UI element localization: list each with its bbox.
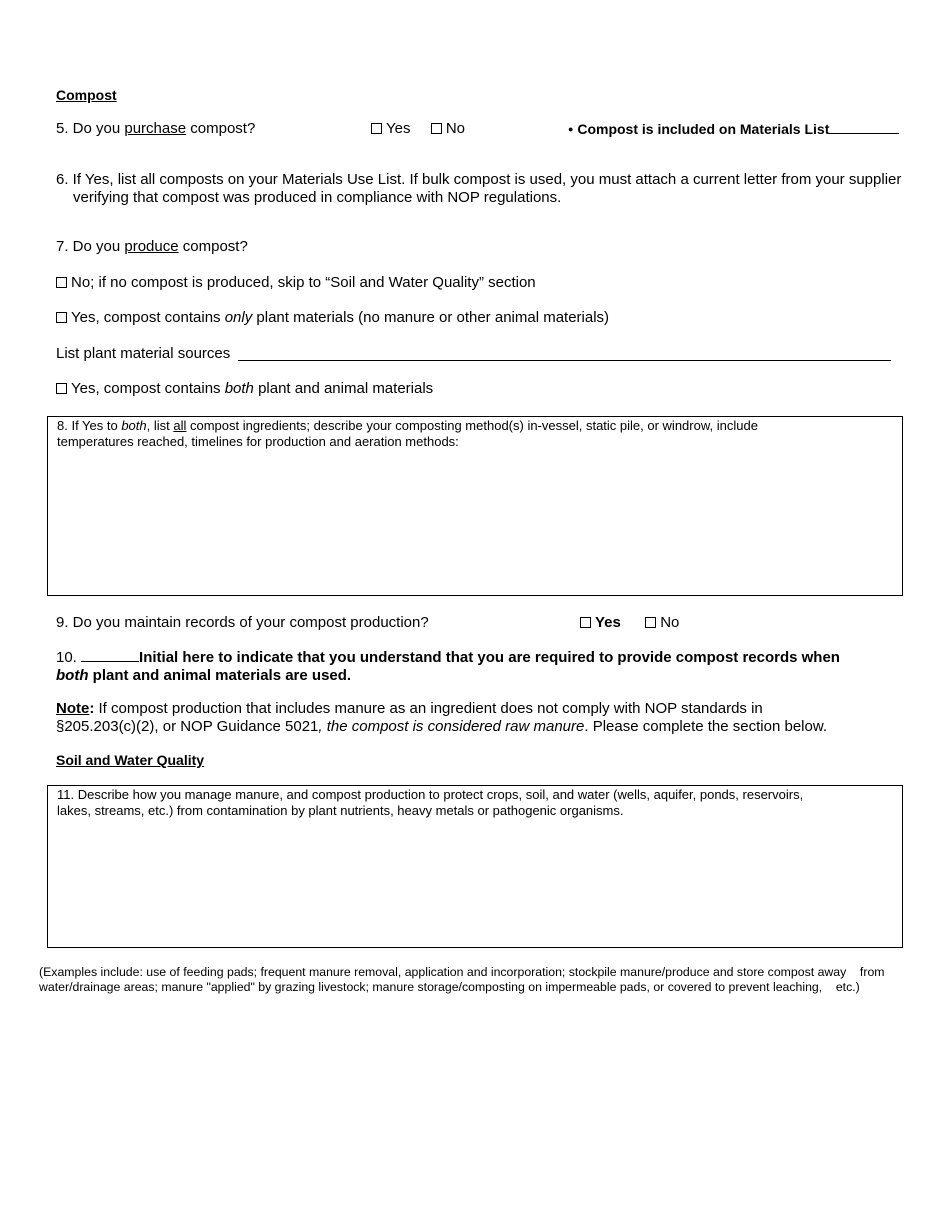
note-line1	[56, 700, 763, 718]
q5-materials-note	[568, 121, 899, 138]
note-label: Note	[56, 700, 90, 717]
q5-suffix: compost?	[186, 120, 256, 137]
q7-plant-only-checkbox[interactable]	[56, 312, 67, 323]
q7-list-sources-label: List plant material sources	[56, 345, 231, 362]
q6-line2: verifying that compost was produced in compliance with NOP regulations.	[73, 189, 562, 206]
q11-answer-box[interactable]	[47, 785, 903, 948]
q11-line1: 11. Describe how you manage manure, and compost production to protect crops, soil, and water (wells, aquifer, ponds, reservoirs,	[57, 787, 804, 802]
bullet-icon: ●	[568, 124, 574, 134]
q8-text-d: all	[173, 418, 187, 433]
q5-purchase-word: purchase	[124, 120, 187, 137]
q9-no-label: No	[660, 614, 680, 631]
q7-option-no	[56, 274, 536, 292]
q5-no-label: No	[445, 120, 466, 137]
q5-question	[56, 120, 255, 138]
q7-both-label-b: both	[224, 380, 254, 397]
q7-plant-only-label-a: Yes, compost contains	[71, 309, 225, 326]
q7-both-checkbox[interactable]	[56, 383, 67, 394]
q9-no-checkbox[interactable]	[645, 617, 656, 628]
note-text1: If compost production that includes manure as an ingredient does not comply with NOP standards in	[94, 700, 763, 717]
q7-suffix: compost?	[178, 238, 248, 255]
q7-produce-word: produce	[124, 238, 179, 255]
q10-line1	[56, 649, 840, 667]
q8-answer-box[interactable]	[47, 416, 903, 596]
q5-materials-note-text: Compost is included on Materials List	[577, 121, 830, 137]
q7-option-both	[56, 380, 433, 398]
q5-materials-blank[interactable]	[829, 133, 899, 134]
q8-line2: temperatures reached, timelines for production and aeration methods:	[57, 434, 459, 449]
q5-no-checkbox[interactable]	[431, 123, 442, 134]
note-text2c: . Please complete the section below.	[584, 718, 828, 735]
q7-plant-only-label-c: plant materials (no manure or other animal materials)	[252, 309, 610, 326]
note-text2b: , the compost is considered raw manure	[318, 718, 585, 735]
q8-text-e: compost ingredients; describe your composting method(s) in-vessel, static pile, or windrow, include	[186, 418, 758, 433]
q8-text-a: 8. If Yes to	[57, 418, 122, 433]
q10-text1: Initial here to indicate that you understand that you are required to provide compost records when	[139, 649, 840, 666]
compost-section-header: Compost	[56, 87, 117, 103]
q9-options	[580, 614, 679, 632]
examples-line1: (Examples include: use of feeding pads; frequent manure removal, application and incorporation; stockpile manure/produce and store compost away from	[39, 965, 885, 979]
q10-initial-blank[interactable]	[81, 661, 139, 662]
q7-both-label-c: plant and animal materials	[253, 380, 434, 397]
examples-line2: water/drainage areas; manure "applied" by grazing livestock; manure storage/composting on impermeable pads, or covered to prevent leaching, etc.)	[39, 980, 860, 994]
q7-both-label-a: Yes, compost contains	[71, 380, 225, 397]
note-text2a: §205.203(c)(2), or NOP Guidance 5021	[56, 718, 319, 735]
q7-plant-only-label-b: only	[224, 309, 253, 326]
q10-line2	[56, 667, 351, 685]
q7-option-plant-only	[56, 309, 609, 327]
q5-yes-checkbox[interactable]	[371, 123, 382, 134]
q11-line2: lakes, streams, etc.) from contamination by plant nutrients, heavy metals or pathogenic organisms.	[57, 803, 624, 818]
note-line2	[56, 718, 827, 736]
q10-text2: plant and animal materials are used.	[88, 667, 352, 684]
q10-number: 10.	[56, 649, 77, 666]
q9-yes-checkbox[interactable]	[580, 617, 591, 628]
q5-yes-label: Yes	[386, 120, 411, 137]
q10-both: both	[56, 667, 89, 684]
q8-text-b: both	[121, 418, 147, 433]
q9-yes-label: Yes	[595, 614, 621, 631]
note-colon: :	[89, 700, 95, 717]
q7-question	[56, 238, 248, 256]
q7-prefix: 7. Do you	[56, 238, 125, 255]
soil-water-section-header: Soil and Water Quality	[56, 752, 205, 768]
q7-no-checkbox[interactable]	[56, 277, 67, 288]
q5-prefix: 5. Do you	[56, 120, 125, 137]
q7-no-label: No; if no compost is produced, skip to “Soil and Water Quality” section	[71, 274, 536, 291]
q7-list-sources-input[interactable]	[238, 359, 891, 361]
q8-line1	[57, 418, 758, 434]
q9-question: 9. Do you maintain records of your compost production?	[56, 614, 429, 631]
q8-text-c: , list	[146, 418, 174, 433]
q5-options	[371, 120, 465, 138]
q6-line1: 6. If Yes, list all composts on your Materials Use List. If bulk compost is used, you must attach a current letter from your supplier	[56, 171, 902, 188]
